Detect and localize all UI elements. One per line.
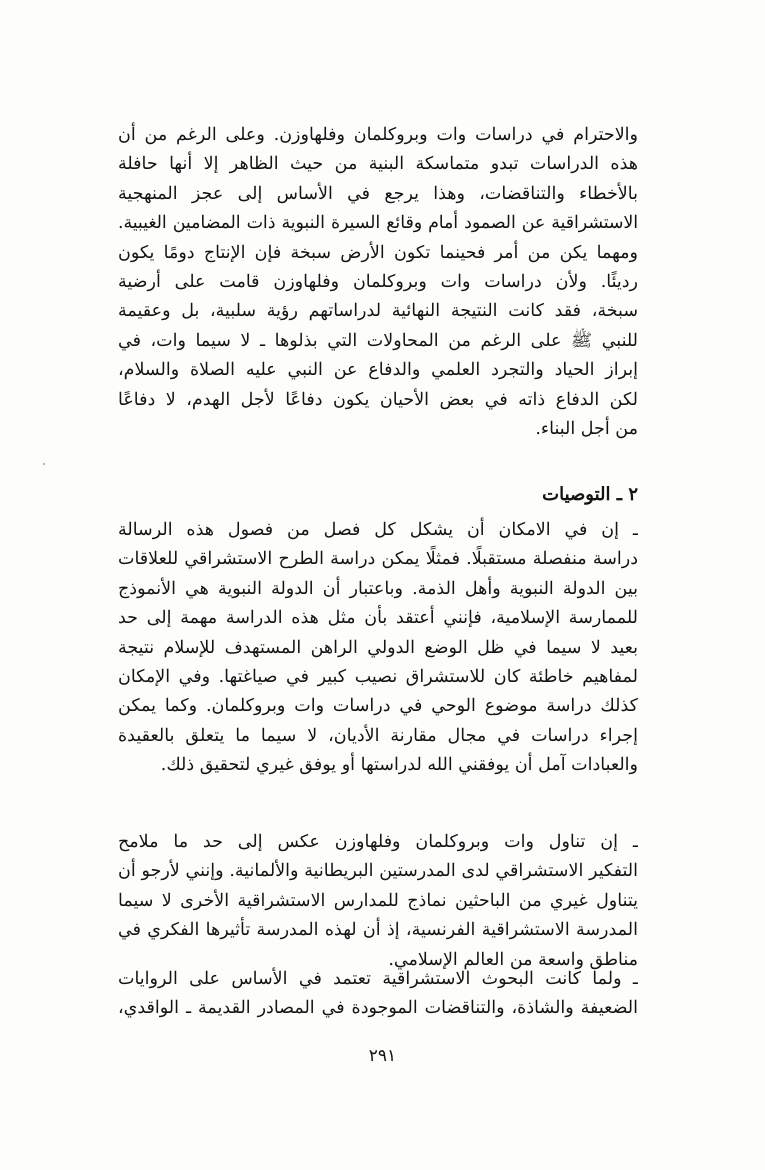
text-line: ـ إن تناول وات وبروكلمان وفلهاوزن عكس إلى حد ما ملامح bbox=[118, 832, 638, 852]
text-line: يتناول غيري من الباحثين نماذج للمدارس الاستشراقية الأخرى لا سيما bbox=[118, 890, 638, 911]
text-line: سبخة، فقد كانت النتيجة النهائية لدراساتهم رؤية سلبية، بل وعقيمة bbox=[118, 301, 638, 322]
recommendation-paragraph bbox=[118, 965, 638, 1024]
text-line: كذلك دراسة موضوع الوحي في دراسات وات وبروكلمان. وكما يمكن bbox=[118, 696, 638, 717]
text-line: والاحترام في دراسات وات وبروكلمان وفلهاوزن. وعلى الرغم من أن bbox=[118, 125, 638, 145]
text-line: بعيد لا سيما في ظل الوضع الدولي الراهن المستهدف للإسلام نتيجة bbox=[118, 637, 638, 658]
text-line: والعبادات آمل أن يوفقني الله لدراستها أو يوفق غيري لتحقيق ذلك. bbox=[160, 755, 638, 776]
text-line: التفكير الاستشراقي لدى المدرستين البريطانية والألمانية. وإنني لأرجو أن bbox=[118, 861, 638, 882]
text-line: الضعيفة والشاذة، والتناقضات الموجودة في المصادر القديمة ـ الواقدي، bbox=[118, 998, 638, 1019]
text-line: بين الدولة النبوية وأهل الذمة. وباعتبار أن الدولة النبوية هي الأنموذج bbox=[118, 578, 638, 599]
text-line: للممارسة الإسلامية، فإنني أعتقد بأن مثل هذه الدراسة مهمة إلى حد bbox=[118, 608, 638, 629]
text-line: هذه الدراسات تبدو متماسكة البنية من حيث الظاهر إلا أنها حافلة bbox=[118, 154, 638, 175]
intro-paragraph bbox=[118, 121, 638, 444]
recommendation-paragraph bbox=[118, 516, 638, 781]
text-line: ـ ولما كانت البحوث الاستشراقية تعتمد في الأساس على الروايات bbox=[118, 969, 638, 989]
text-line: ومهما يكن من أمر فحينما تكون الأرض سبخة فإن الإنتاج دومًا يكون bbox=[118, 242, 638, 263]
paper-speck bbox=[43, 463, 45, 465]
text-line: من أجل البناء. bbox=[535, 418, 638, 439]
text-line: ـ إن في الامكان أن يشكل كل فصل من فصول هذه الرسالة bbox=[118, 520, 638, 540]
section-heading: ٢ ـ التوصيات bbox=[542, 484, 638, 505]
text-line: لكن الدفاع ذاته في بعض الأحيان يكون دفاعًا لأجل الهدم، لا دفاعًا bbox=[118, 389, 638, 410]
text-line: للنبي ﷺ على الرغم من المحاولات التي بذلوها ـ لا سيما وات، في bbox=[118, 330, 638, 351]
page-number: ٢٩١ bbox=[368, 1046, 397, 1066]
text-line: مناطق واسعة من العالم الإسلامي. bbox=[388, 949, 638, 970]
text-line: بالأخطاء والتناقضات، وهذا يرجع في الأساس إلى عجز المنهجية bbox=[118, 183, 638, 204]
text-line: رديئًا. ولأن دراسات وات وبروكلمان وفلهاوزن قامت على أرضية bbox=[118, 271, 638, 292]
text-line: إجراء دراسات في مجال مقارنة الأديان، لا سيما ما يتعلق بالعقيدة bbox=[118, 725, 638, 746]
text-line: الاستشراقية عن الصمود أمام وقائع السيرة النبوية ذات المضامين الغيبية. bbox=[118, 213, 638, 234]
text-line: إبراز الحياد والتجرد العلمي والدفاع عن النبي عليه الصلاة والسلام، bbox=[118, 360, 638, 381]
text-line: لمفاهيم خاطئة كان للاستشراق نصيب كبير في صياغتها. وفي الإمكان bbox=[118, 666, 638, 687]
recommendation-paragraph bbox=[118, 828, 638, 975]
text-line: المدرسة الاستشراقية الفرنسية، إذ أن لهذه المدرسة تأثيرها الفكري في bbox=[118, 920, 638, 941]
text-line: دراسة منفصلة مستقبلًا. فمثلًا يمكن دراسة الطرح الاستشراقي للعلاقات bbox=[118, 549, 638, 570]
